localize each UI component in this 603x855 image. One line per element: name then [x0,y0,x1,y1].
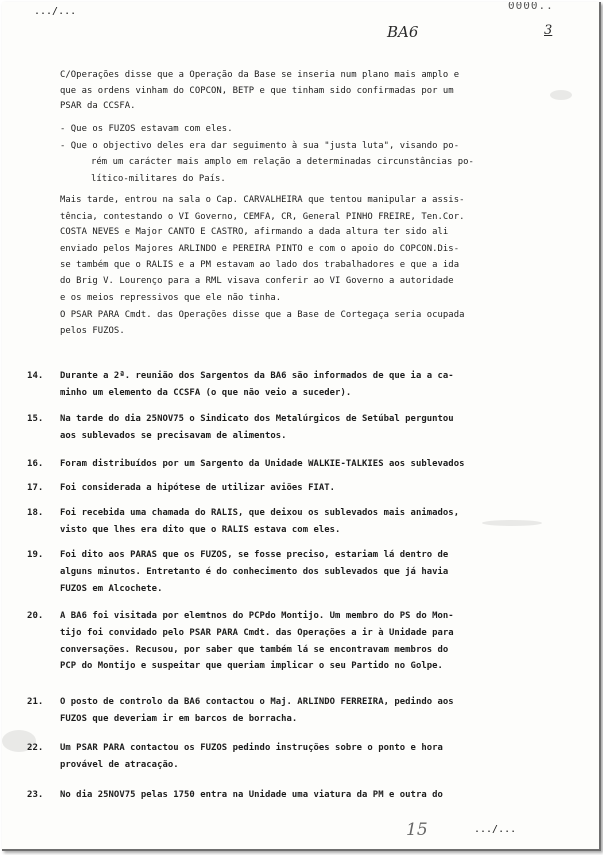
numbered-item-text: A BA6 foi visitada por elemtnos do PCPdo Montijo. Um membro do PS do Mon- [60,611,454,621]
handwritten-page-number: 15 [406,820,428,840]
item-number: 19. [27,550,44,560]
body-text-line: pelos FUZOS. [60,326,125,336]
item-number: 18. [27,508,44,518]
numbered-item-text: Na tarde do dia 25NOV75 o Sindicato dos Metalúrgicos de Setúbal perguntou [60,414,454,424]
body-text-line: visto que lhes era dito que o RALIS estava com eles. [60,525,341,535]
body-text-line: tência, contestando o VI Governo, CEMFA, CR, General PINHO FREIRE, Ten.Cor. [60,212,465,222]
body-text-line: minho um elemento da CCSFA (o que não veio a suceder). [60,388,352,398]
numbered-item-text: No dia 25NOV75 pelas 1750 entra na Unidade uma viatura da PM e outra do [60,790,443,800]
body-text-line: provável de atracação. [60,760,179,770]
body-text-line: - Que os FUZOS estavam com eles. [60,124,233,134]
body-text-line: PCP do Montijo e suspeitar que queriam implicar o seu Partido no Golpe. [60,661,443,671]
body-text-line: que as ordens vinham do COPCON, BETP e que tinham sido confirmadas por um [60,86,454,96]
item-number: 15. [27,414,44,424]
numbered-item-text: O posto de controlo da BA6 contactou o Maj. ARLINDO FERREIRA, pedindo aos [60,697,454,707]
item-number: 21. [27,697,44,707]
scan-smudge [550,90,572,100]
body-text-line: PSAR da CCSFA. [60,101,136,111]
page-number: 3 [544,23,553,38]
document-page [2,2,601,851]
body-text-line: enviado pelos Majores ARLINDO e PEREIRA PINTO e com o apoio do COPCON.Dis- [60,244,460,254]
item-number: 14. [27,371,44,381]
body-text-line: C/Operações disse que a Operação da Base se inseria num plano mais amplo e [60,70,460,80]
item-number: 16. [27,459,44,469]
numbered-item-text: Foi considerada a hipótese de utilizar aviões FIAT. [60,483,336,493]
body-text-line: Mais tarde, entrou na sala o Cap. CARVALHEIRA que tentou manipular a assis- [60,195,465,205]
body-text-line: rém um carácter mais amplo em relação a determinadas circunstâncias po- [91,157,474,167]
item-number: 23. [27,790,44,800]
body-text-line: do Brig V. Lourenço para a RML visava conferir ao VI Governo a autoridade [60,276,454,286]
continuation-mark-bottom: .../... [474,824,517,835]
item-number: 17. [27,483,44,493]
item-number: 20. [27,611,44,621]
body-text-line: FUZOS em Alcochete. [60,584,163,594]
numbered-item-text: Foram distribuídos por um Sargento da Unidade WALKIE-TALKIES aos sublevados [60,459,465,469]
body-text-line: conversações. Recusou, por saber que também lá se encontravam membros do [60,645,449,655]
body-text-line: tijo foi convidado pelo PSAR PARA Cmdt. das Operações a ir à Unidade para [60,628,454,638]
body-text-line: e os meios repressivos que ele não tinha. [60,293,282,303]
body-text-line: aos sublevados se precisavam de alimentos. [60,431,287,441]
handwritten-unit-label: BA6 [387,23,419,41]
body-text-line: lítico-militares do País. [91,174,226,184]
body-text-line: O PSAR PARA Cmdt. das Operações disse que a Base de Cortegaça seria ocupada [60,310,465,320]
body-text-line: - Que o objectivo deles era dar seguimento à sua "justa luta", visando po- [60,141,460,151]
archive-number: 0000.. [508,2,554,12]
item-number: 22. [27,743,44,753]
body-text-line: FUZOS que deveriam ir em barcos de borracha. [60,714,298,724]
continuation-mark-top: .../... [34,6,77,17]
scan-smudge [482,520,542,526]
numbered-item-text: Foi recebida uma chamada do RALIS, que deixou os sublevados mais animados, [60,508,460,518]
body-text-line: se também que o RALIS e a PM estavam ao lado dos trabalhadores e que a ida [60,260,460,270]
numbered-item-text: Durante a 2ª. reunião dos Sargentos da BA6 são informados de que ia a ca- [60,371,454,381]
body-text-line: alguns minutos. Entretanto é do conhecimento dos sublevados que já havia [60,567,449,577]
body-text-line: COSTA NEVES e Major CANTO E CASTRO, afirmando a dada altura ter sido ali [60,227,449,237]
numbered-item-text: Foi dito aos PARAS que os FUZOS, se fosse preciso, estariam lá dentro de [60,550,449,560]
numbered-item-text: Um PSAR PARA contactou os FUZOS pedindo instruções sobre o ponto e hora [60,743,443,753]
